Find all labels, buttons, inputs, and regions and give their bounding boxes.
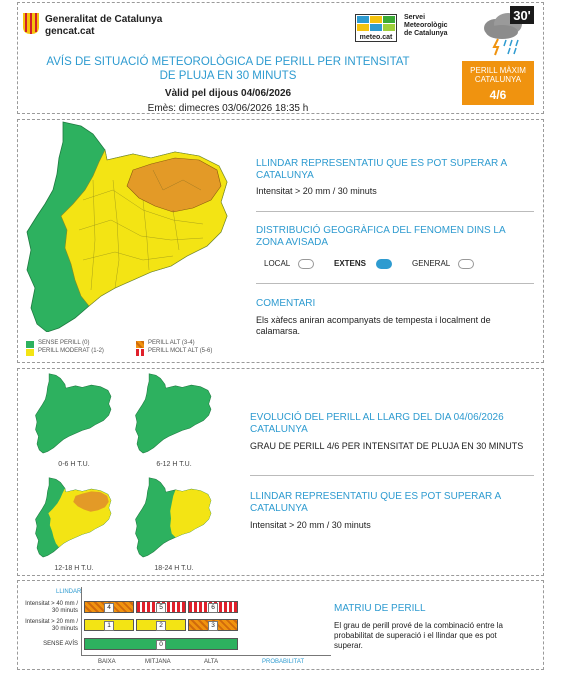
evolution-map-0-6 (34, 369, 114, 457)
option-extens-label: EXTENS (334, 259, 367, 268)
option-local-label: LOCAL (264, 259, 291, 268)
matrix-cell-value: 0 (156, 640, 166, 650)
matrix-cell (188, 601, 238, 613)
matrix-cell (136, 601, 186, 613)
legend-label: PERILL MODERAT (1-2) (38, 348, 104, 354)
evolution-panel (17, 368, 544, 576)
x-axis-label: ALTA (204, 659, 219, 665)
evolution-grade: GRAU DE PERILL 4/6 PER INTENSITAT DE PLUJA EN 30 MINUTS (250, 441, 524, 451)
storm-rain-icon (476, 6, 534, 58)
divider (256, 211, 534, 212)
legend-label: PERILL ALT (3-4) (148, 340, 195, 346)
threshold-title: LLINDAR REPRESENTATIU QUE ES POT SUPERAR A CATALUNYA (256, 158, 507, 181)
max-danger-label: PERILL MÀXIM CATALUNYA (470, 66, 526, 84)
comment-title: COMENTARI (256, 298, 316, 309)
smc-logo-label: meteo.cat (359, 34, 393, 41)
matrix-cell-value: 1 (104, 621, 114, 631)
period-label: 6-12 H T.U. (156, 461, 192, 468)
distribution-title: DISTRIBUCIÓ GEOGRÀFICA DEL FENOMEN DINS LA ZONA AVISADA (256, 225, 506, 248)
smc-name (404, 14, 448, 38)
legend-swatch-orange (136, 341, 144, 348)
evolution-map-18-24 (134, 473, 214, 561)
x-axis-label: BAIXA (98, 659, 116, 665)
matrix-cell (84, 638, 238, 650)
period-label: 12-18 H T.U. (54, 565, 94, 572)
max-danger-badge (462, 61, 534, 105)
matrix-llindar-label: LLINDAR (56, 589, 82, 595)
legend-swatch-yellow (26, 349, 34, 356)
matrix-panel (17, 580, 544, 670)
matrix-row-none-label: SENSE AVÍS (43, 641, 78, 647)
matrix-y-axis (81, 587, 82, 655)
matrix-cell (84, 601, 134, 613)
divider (256, 283, 534, 284)
main-map-panel (17, 119, 544, 363)
matrix-cell (84, 619, 134, 631)
catalonia-main-map (23, 120, 235, 332)
matrix-cell-value: 5 (156, 603, 166, 613)
matrix-cell (188, 619, 238, 631)
smc-name-line: Meteorològic (404, 22, 448, 29)
legend-label: PERILL MOLT ALT (5-6) (148, 348, 213, 354)
threshold-value: Intensitat > 20 mm / 30 minuts (256, 186, 377, 196)
meteo-logo-icon (356, 15, 396, 33)
option-general-toggle[interactable] (458, 259, 474, 269)
x-axis-label: MITJANA (145, 659, 171, 665)
legend-swatch-green (26, 341, 34, 348)
storm-badge-text: 30' (513, 8, 531, 23)
divider (250, 475, 534, 476)
matrix-row-high-label: Intensitat > 40 mm / 30 minuts (25, 601, 78, 614)
page-title: AVÍS DE SITUACIÓ METEOROLÒGICA DE PERILL PER INTENSITAT DE PLUJA EN 30 MINUTS (46, 56, 410, 82)
matrix-title: MATRIU DE PERILL (334, 603, 426, 614)
option-local-toggle[interactable] (298, 259, 314, 269)
smc-name-line: Servei (404, 14, 426, 21)
comment-text: Els xàfecs aniran acompanyats de tempesta i localment de calamarsa. (256, 315, 491, 336)
option-extens-toggle[interactable] (376, 259, 392, 269)
legend-label: SENSE PERILL (0) (38, 340, 90, 346)
matrix-row-mid-label: Intensitat > 20 mm / 30 minuts (25, 619, 78, 632)
max-danger-value: 4/6 (489, 88, 507, 102)
option-general-label: GENERAL (412, 259, 451, 268)
generalitat-url: gencat.cat (45, 26, 95, 37)
x-axis-title: PROBABILITAT (262, 659, 305, 665)
matrix-cell (136, 619, 186, 631)
smc-logo (355, 14, 397, 42)
period-label: 18-24 H T.U. (154, 565, 194, 572)
valid-date: Vàlid pel dijous 04/06/2026 (164, 88, 292, 99)
evolution-threshold-title: LLINDAR REPRESENTATIU QUE ES POT SUPERAR A CATALUNYA (250, 491, 501, 514)
evolution-threshold-value: Intensitat > 20 mm / 30 minuts (250, 520, 371, 530)
evolution-map-12-18 (34, 473, 114, 561)
matrix-cell-value: 6 (208, 603, 218, 613)
header-panel (17, 2, 544, 114)
evolution-map-6-12 (134, 369, 214, 457)
evolution-title: EVOLUCIÓ DEL PERILL AL LLARG DEL DIA 04/06/2026 CATALUNYA (250, 412, 504, 435)
generalitat-name: Generalitat de Catalunya (45, 14, 163, 25)
matrix-cell-value: 4 (104, 603, 114, 613)
matrix-cell-value: 2 (156, 621, 166, 631)
matrix-text: El grau de perill prové de la combinació entre la probabilitat de superació i el llindar que es pot superar. (334, 621, 503, 650)
smc-name-line: de Catalunya (404, 30, 448, 37)
generalitat-logo-icon (23, 13, 39, 34)
legend-swatch-red (136, 349, 144, 356)
matrix-x-axis (81, 655, 331, 656)
issued-date: Emès: dimecres 03/06/2026 18:35 h (147, 103, 309, 114)
matrix-cell-value: 3 (208, 621, 218, 631)
period-label: 0-6 H T.U. (58, 461, 90, 468)
